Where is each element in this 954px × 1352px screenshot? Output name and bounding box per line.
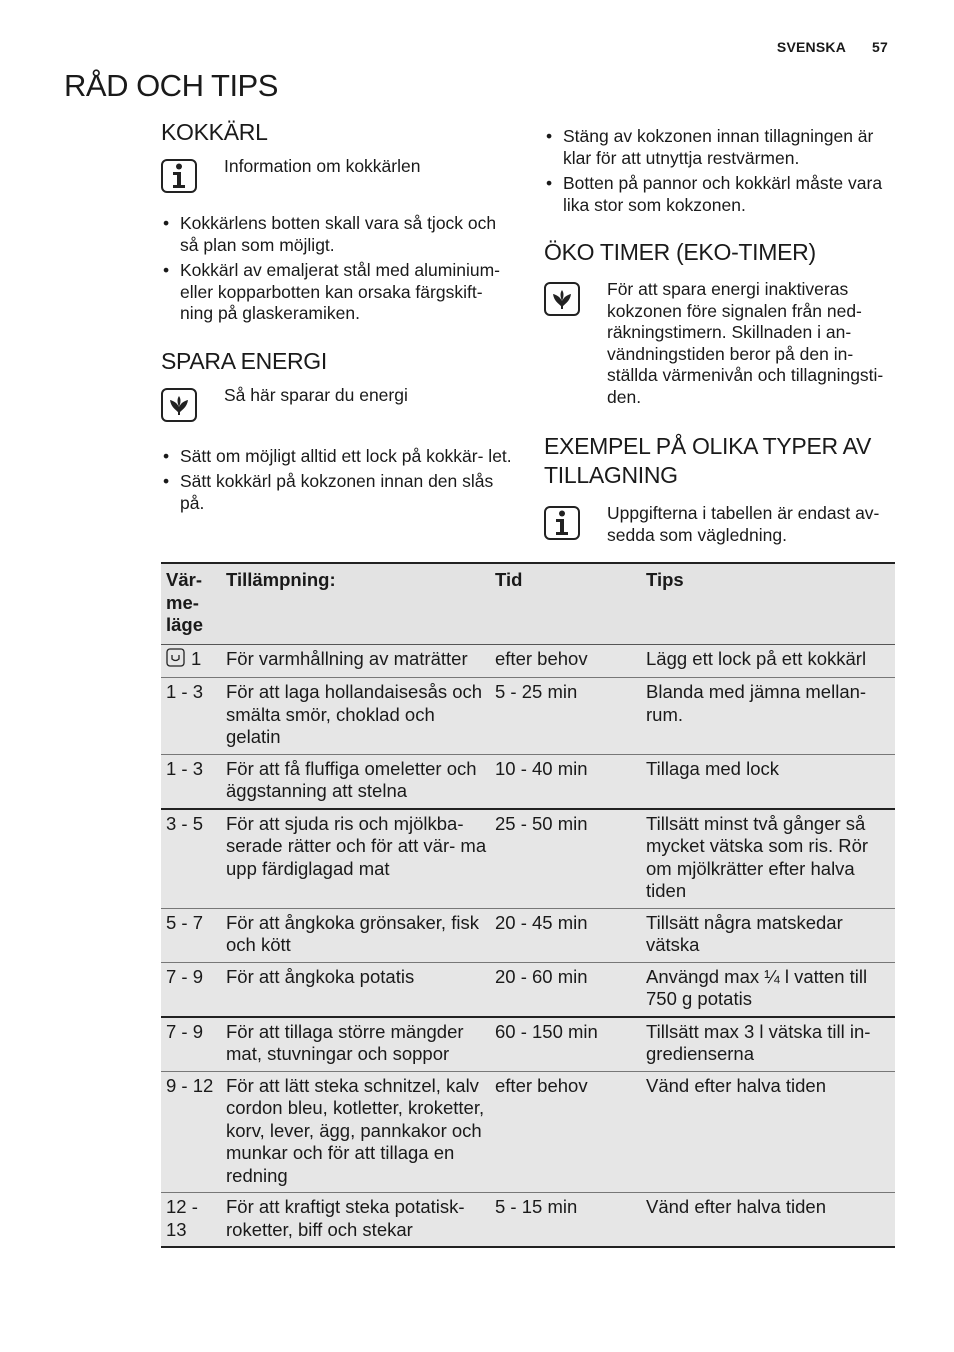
section-heading-kokkarl: KOKKÄRL xyxy=(161,119,268,145)
info-icon xyxy=(544,506,580,540)
list-item: • Kokkärlens botten skall vara så tjock och så plan som möjligt. xyxy=(161,213,513,256)
eco-leaf-icon xyxy=(161,388,197,422)
column-header-tips: Tips xyxy=(646,569,684,590)
column-header-level: Vär- me- läge xyxy=(166,569,204,635)
level-cell: 1 - 3 xyxy=(166,681,204,702)
level-value: 1 xyxy=(191,647,202,669)
note-text: Information om kokkärlen xyxy=(224,156,421,176)
table-row xyxy=(161,754,895,809)
bullet-list-kokkarl xyxy=(161,213,513,325)
tips-cell: Vänd efter halva tiden xyxy=(646,1196,826,1217)
list-item: • Sätt om möjligt alltid ett lock på kokkär- let. xyxy=(161,446,513,468)
section-spara-energi xyxy=(161,347,513,515)
time-cell: 5 - 25 min xyxy=(495,681,578,702)
table-row xyxy=(161,1193,895,1248)
tips-cell: Blanda med jämna mellan- rum. xyxy=(646,681,867,725)
level-cell: 12 - 13 xyxy=(166,1196,198,1240)
level-cell: 7 - 9 xyxy=(166,965,204,987)
section-heading-oko-timer: ÖKO TIMER (EKO-TIMER) xyxy=(544,239,816,265)
language-label: SVENSKA xyxy=(776,39,847,55)
usage-cell: För att sjuda ris och mjölkba- serade rätter och för att vär- ma upp färdiglagad mat xyxy=(226,812,487,879)
tips-cell: Tillsätt några matskedar vätska xyxy=(646,911,843,955)
column-header-usage: Tillämpning: xyxy=(226,569,336,590)
time-cell: efter behov xyxy=(495,1074,588,1096)
time-cell: 10 - 40 min xyxy=(495,757,588,779)
time-cell: 20 - 60 min xyxy=(495,965,588,987)
table-row xyxy=(161,644,895,678)
time-cell: 60 - 150 min xyxy=(495,1020,598,1042)
right-column xyxy=(544,126,896,546)
tips-cell: Tillsätt max 3 l vätska till in- gredienserna xyxy=(646,1020,871,1064)
usage-cell: För att kraftigt steka potatisk- roketter, biff och stekar xyxy=(226,1196,465,1240)
page-number: 57 xyxy=(872,39,888,55)
level-cell: 5 - 7 xyxy=(166,911,204,933)
list-item: • Sätt kokkärl på kokzonen innan den slås på. xyxy=(161,471,513,514)
table-row xyxy=(161,962,895,1017)
level-cell: 1 - 3 xyxy=(166,757,204,779)
table-row xyxy=(161,809,895,909)
section-heading-exempel: EXEMPEL PÅ OLIKA TYPER AV TILLAGNING xyxy=(544,433,871,488)
cooking-table xyxy=(161,562,895,1248)
usage-cell: För att få fluffiga omeletter och äggstanning att stelna xyxy=(226,757,477,801)
section-oko-timer xyxy=(544,238,896,408)
table-row xyxy=(161,908,895,962)
time-cell: efter behov xyxy=(495,647,588,669)
level-cell: 7 - 9 xyxy=(166,1020,204,1042)
section-exempel xyxy=(544,432,896,546)
tips-cell: Använgd max ¼ l vatten till 750 g potatis xyxy=(646,965,868,1009)
running-header xyxy=(777,39,888,55)
list-item: • Botten på pannor och kokkärl måste vara lika stor som kokzonen. xyxy=(544,173,896,216)
table-row xyxy=(161,1071,895,1193)
time-cell: 5 - 15 min xyxy=(495,1196,578,1217)
usage-cell: För varmhållning av maträtter xyxy=(226,647,468,669)
list-item: • Stäng av kokzonen innan tillagningen är klar för att utnyttja restvärmen. xyxy=(544,126,896,169)
page-title: RÅD OCH TIPS xyxy=(64,68,278,103)
level-cell: 3 - 5 xyxy=(166,812,204,834)
time-cell: 25 - 50 min xyxy=(495,812,588,834)
tips-cell: Lägg ett lock på ett kokkärl xyxy=(646,647,867,669)
bullet-list-spara-energi xyxy=(161,446,513,515)
section-heading-spara-energi: SPARA ENERGI xyxy=(161,347,327,374)
note-spara-energi xyxy=(161,385,513,422)
column-header-time: Tid xyxy=(495,569,523,590)
tips-cell: Vänd efter halva tiden xyxy=(646,1074,826,1096)
table-header-row xyxy=(161,563,895,644)
note-text: För att spara energi inaktiveras kokzonen före signalen från ned- räkningstimern. Skillnaden i an- vändningstiden beror på den in- ställda värmenivån och tillagningsti- den. xyxy=(607,279,884,407)
keep-warm-icon xyxy=(166,648,185,673)
tips-cell: Tillaga med lock xyxy=(646,757,779,779)
note-text: Så här sparar du energi xyxy=(224,384,408,405)
tips-cell: Tillsätt minst två gånger så mycket vätska som ris. Rör om mjölkrätter efter halva tiden xyxy=(646,812,869,901)
section-kokkarl xyxy=(161,118,513,325)
list-item: • Kokkärl av emaljerat stål med aluminium- eller kopparbotten kan orsaka färgskift- ning på glaskeramiken. xyxy=(161,260,513,325)
usage-cell: För att tillaga större mängder mat, stuvningar och soppor xyxy=(226,1020,464,1064)
info-icon xyxy=(161,159,197,193)
note-kokkarl xyxy=(161,156,513,193)
bullet-list-spara-energi-cont xyxy=(544,126,896,216)
table-row xyxy=(161,1017,895,1072)
usage-cell: För att lätt steka schnitzel, kalv cordon bleu, kotletter, kroketter, korv, lever, ägg, pannkakor och munkar och för att tillaga en redning xyxy=(226,1074,485,1186)
table-row xyxy=(161,678,895,755)
note-oko-timer xyxy=(544,279,896,408)
note-exempel xyxy=(544,503,896,546)
usage-cell: För att laga hollandaisesås och smälta smör, choklad och gelatin xyxy=(226,681,483,747)
time-cell: 20 - 45 min xyxy=(495,911,588,933)
note-text: Uppgifterna i tabellen är endast av- sedda som vägledning. xyxy=(607,503,880,545)
left-column xyxy=(161,118,513,518)
level-cell: 9 - 12 xyxy=(166,1074,214,1096)
level-cell xyxy=(161,644,222,678)
usage-cell: För att ångkoka grönsaker, fisk och kött xyxy=(226,911,479,955)
eco-leaf-icon xyxy=(544,282,580,316)
usage-cell: För att ångkoka potatis xyxy=(226,965,415,987)
